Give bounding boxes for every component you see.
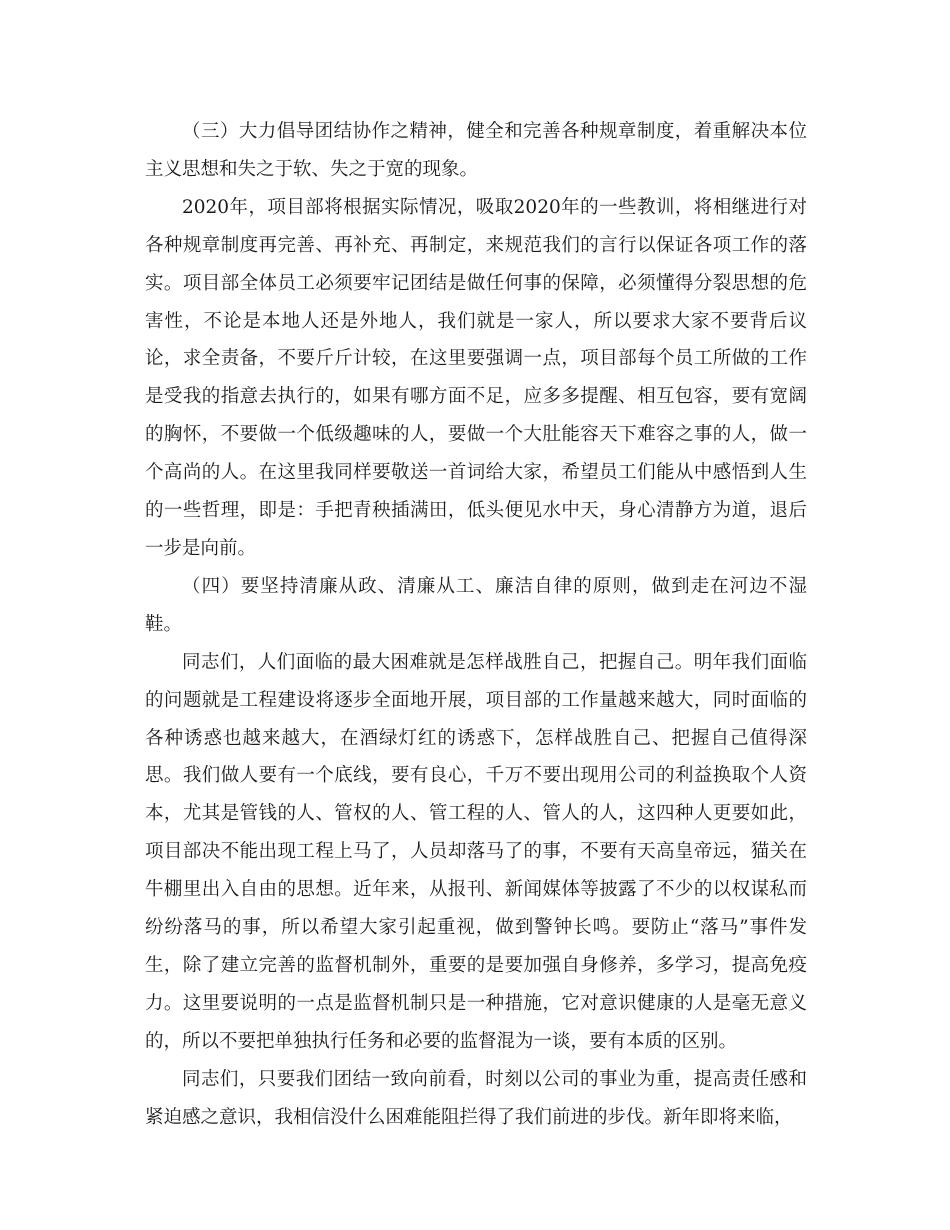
paragraph-2020-plan: 2020年，项目部将根据实际情况，吸取2020年的一些教训，将相继进行对各种规章制度再完善、再补充、再制定，来规范我们的言行以保证各项工作的落实。项目部全体员工必须要牢记团结是做任何事的保障，必须懂得分裂思想的危害性，不论是本地人还是外地人，我们就是一家人，所以要求大家不要背后议论，求全责备，不要斤斤计较，在这里要强调一点，项目部每个员工所做的工作是受我的指意去执行的，如果有哪方面不足，应多多提醒、相互包容，要有宽阔的胸怀，不要做一个低级趣味的人，要做一个大肚能容天下难容之事的人，做一个高尚的人。在这里我同样要敬送一首词给大家，希望员工们能从中感悟到人生的一些哲理，即是：手把青秧插满田，低头便见水中天，身心清静方为道，退后一步是向前。	[145, 196, 807, 559]
paragraph-closing: 同志们，只要我们团结一致向前看，时刻以公司的事业为重，提高责任感和紧迫感之意识，我相信没什么困难能阻拦得了我们前进的步伐。新年即将来临，	[145, 1068, 807, 1128]
paragraph-self-discipline: 同志们，人们面临的最大困难就是怎样战胜自己，把握自己。明年我们面临的问题就是工程建设将逐步全面地开展，项目部的工作量越来越大，同时面临的各种诱惑也越来越大，在酒绿灯红的诱惑下，怎样战胜自己、把握自己值得深思。我们做人要有一个底线，要有良心，千万不要出现用公司的利益换取个人资本，尤其是管钱的人、管权的人、管工程的人、管人的人，这四种人更要如此，项目部决不能出现工程上马了，人员却落马了的事，不要有天高皇帝远，猫关在牛棚里出入自由的思想。近年来，从报刊、新闻媒体等披露了不少的以权谋私而纷纷落马的事，所以希望大家引起重视，做到警钟长鸣。要防止“落马”事件发生，除了建立完善的监督机制外，重要的是要加强自身修养，多学习，提高免疫力。这里要说明的一点是监督机制只是一种措施，它对意识健康的人是毫无意义的，所以不要把单独执行任务和必要的监督混为一谈，要有本质的区别。	[145, 651, 807, 1052]
paragraph-section-four: （四）要坚持清廉从政、清廉从工、廉洁自律的原则，做到走在河边不湿鞋。	[145, 575, 807, 635]
document-body	[145, 113, 807, 1136]
paragraph-section-three: （三）大力倡导团结协作之精神，健全和完善各种规章制度，着重解决本位主义思想和失之于软、失之于宽的现象。	[145, 121, 807, 180]
